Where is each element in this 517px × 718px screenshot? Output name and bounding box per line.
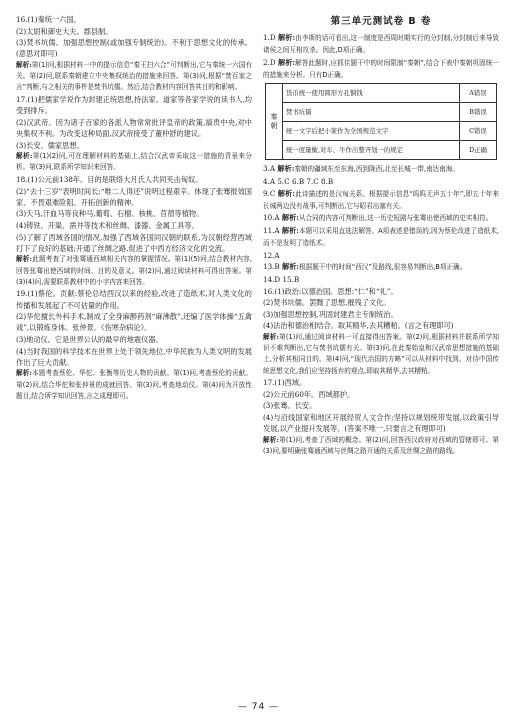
explanation-text: 从合同的内容可判断出,这一历史短剧与张骞出使西域的史实相符。 bbox=[298, 214, 493, 223]
left-item: (3)焚书坑儒。加强思想控制(或加强专制统治)。不利于思想文化的传承。(意思对即可) bbox=[16, 38, 252, 59]
right-rest-answers bbox=[263, 163, 499, 457]
section-title: 第三单元测试卷 B 卷 bbox=[330, 16, 432, 27]
explanation-text: 由李斯的话可看出,这一制度是西周时期实行的分封制,分封制后来导致诸侯之间互相攻杀。因此,D项正确。 bbox=[263, 34, 499, 55]
table-row bbox=[266, 103, 497, 122]
right-rest-item bbox=[263, 163, 499, 175]
left-item: (2)汉武帝。因为诸子百家的各派人物常常批评皇帝的政策,搞贵中央,对中央集权不利。为改变这种局面,汉武帝接受了董仲舒的建议。 bbox=[16, 117, 252, 138]
explanation-text: 第(1)问,考查了西域的概念。第(2)问,回答西汉政府对西域的管辖即可。第(3)问,要明确张骞通西域与丝绸之路开通的关系及丝绸之路的路线。 bbox=[263, 435, 499, 455]
right-rest-item bbox=[263, 435, 499, 457]
answer-key: 13.B bbox=[263, 262, 282, 272]
right-rest-item: 16.(1)政治:以德治国。思想:“仁”和“礼”。 bbox=[263, 286, 398, 296]
left-column bbox=[16, 14, 252, 402]
right-rest-item: (3)张骞。长安。 bbox=[263, 401, 317, 411]
left-item bbox=[16, 60, 252, 94]
right-column bbox=[263, 14, 499, 458]
left-item: (3)长安。儒家思想。 bbox=[16, 140, 84, 150]
explanation-label: 解析: bbox=[16, 255, 32, 264]
right-rest-item: (2)公元前60年。西域都护。 bbox=[263, 389, 355, 399]
explanation-text: 秦朝的疆域东至东海,西到陇西,北至长城一带,南达南海。 bbox=[294, 165, 459, 174]
right-rest-item bbox=[263, 188, 499, 212]
table-cell-result: D正确 bbox=[460, 141, 497, 160]
side-char: 朝 bbox=[270, 121, 278, 130]
answer-key: 3.A bbox=[263, 164, 278, 174]
left-item bbox=[16, 254, 252, 288]
left-item: 19.(1)蔡伦。贡献:蔡伦总结西汉以来的经验,改进了造纸术,对人类文化的传播和发展起了不可估量的作用。 bbox=[16, 289, 252, 310]
side-char: 秦 bbox=[270, 112, 278, 121]
explanation-label: 解析: bbox=[281, 225, 299, 235]
left-item: (3)地动仪。它是世界公认的最早的地震仪器。 bbox=[16, 334, 163, 344]
right-rest-item bbox=[263, 332, 499, 377]
explanation-label: 解析: bbox=[277, 58, 296, 67]
left-item: (3)天马,汗血马等良种马,葡萄、石榴、核桃、苜蓿等植物。 bbox=[16, 209, 204, 219]
left-item: (4)当时我国的科学技术在世界上处于领先地位,中华民族为人类文明的发展作出了巨大贡献。 bbox=[16, 346, 252, 367]
right-top-item bbox=[263, 57, 499, 81]
right-rest-item bbox=[263, 261, 499, 273]
right-rest-item: 17.(1)西域。 bbox=[263, 378, 307, 388]
explanation-text: 本题考查蔡伦、华佗、张衡等历史人物的贡献。第(1)问,考查蔡伦的贡献。第(2)问,结合华佗和张仲景的成就回答。第(3)问,考查地动仪。第(4)问为开放性题目,结合所学知识回答,言之成理即可。 bbox=[16, 369, 253, 400]
table-cell-result: A错误 bbox=[460, 84, 497, 103]
answer-key: 11.A bbox=[263, 225, 282, 235]
table-side-label bbox=[266, 84, 283, 160]
explanation-text: 本题可以采用直选法解答。A项表述是错误的,因为蔡伦改进了造纸术,而不是发明了造纸术。 bbox=[263, 226, 500, 248]
explanation-text: 第(1)(2)问,可在理解材料的基础上,结合汉武帝采取这一措施的背景来分析。第(3)问,联系所学知识来回答。 bbox=[16, 152, 252, 172]
right-top-answers bbox=[263, 32, 499, 81]
right-rest-item bbox=[263, 212, 499, 224]
table-cell-content: 统一度量衡,对车、牛作出整齐划一的规定 bbox=[283, 141, 460, 160]
table-cell-content: 货币统一使用圆形方孔铜钱 bbox=[283, 84, 460, 103]
right-rest-item: (4)法治和德治相结合。取其精华,去其糟粕。(言之有理即可) bbox=[263, 321, 454, 331]
right-top-item bbox=[263, 32, 499, 56]
explanation-label: 解析: bbox=[16, 60, 32, 69]
answer-key: 9.C bbox=[263, 188, 278, 198]
explanation-label: 解析: bbox=[263, 332, 279, 341]
right-rest-item: (3)加强思想控制,巩固封建君主专制统治。 bbox=[263, 309, 398, 319]
table-row bbox=[266, 84, 497, 103]
left-item bbox=[16, 151, 252, 173]
left-item: 16.(1)秦统一六国。 bbox=[16, 15, 81, 24]
left-item bbox=[16, 368, 252, 402]
explanation-label: 解析: bbox=[281, 213, 299, 223]
right-rest-item: 4.A 5.C 6.B 7.C 8.B bbox=[263, 177, 334, 186]
explanation-text: 解答此题时,应抓住题干中的时间限制“秦朝”,结合下表中秦朝巩固统一的措施来分析。只有D正确。 bbox=[263, 59, 500, 80]
table-cell-content: 统一文字后把小篆作为全国规范文字 bbox=[283, 122, 460, 141]
table-row bbox=[266, 141, 497, 160]
left-item: (2)“去十三岁”表明时间长;“唯二人得还”说明过程艰辛。体现了张骞报效国家、不畏艰难险阻、开拓创新的精神。 bbox=[16, 186, 252, 207]
explanation-label: 解析: bbox=[16, 152, 33, 161]
left-item: 18.(1)公元前138年。目的是联络大月氏人共同夹击匈奴。 bbox=[16, 174, 203, 184]
right-rest-item bbox=[263, 225, 499, 249]
right-rest-item: (2)焚书坑儒。罢黜了思想,摧残了文化。 bbox=[263, 298, 391, 308]
left-item: 17.(1)把儒家学说作为封建正统思想,持法家、道家等各家学说的读书人,均受到排斥。 bbox=[16, 94, 252, 116]
explanation-label: 解析: bbox=[277, 33, 296, 43]
right-rest-item: 12.A bbox=[263, 250, 280, 260]
explanation-label: 解析: bbox=[277, 188, 296, 198]
page-number: — 74 — bbox=[237, 702, 280, 712]
answer-key: 2.D bbox=[263, 58, 278, 67]
comparison-table bbox=[265, 83, 497, 160]
explanation-text: 此题考查了对张骞通西域相关内容的掌握情况。第(1)(5)问,结合教材内容,回答张骞出使西域的时间、目的及意义。第(2)问,通过阅读材料可得出答案。第(3)(4)问,需要联系教材中的小字内容来回答。 bbox=[16, 255, 253, 286]
table-row bbox=[266, 122, 497, 141]
left-item: (5)了解了西域各国的情况,加强了西域各国同汉朝的联系,为汉朝经营西域打下了良好的基础;开通了丝绸之路,促进了中西方经济文化的交流。 bbox=[16, 232, 252, 253]
explanation-label: 解析: bbox=[282, 262, 300, 272]
right-rest-item: (4)与沿线国家和地区开展经贸人文合作;坚持以规划统带发展,以政策引导发展,以产业提升发展等。(答案不唯一,只要言之有理即可) bbox=[263, 412, 499, 434]
explanation-text: 此诗描述的是汉匈关系。根据提示信息“呜呜无声五十年”,即五十年来长城两边没有战事,可判断出,它与昭君出塞有关。 bbox=[263, 189, 499, 210]
table-cell-content: 焚书坑儒 bbox=[283, 103, 460, 122]
explanation-label: 解析: bbox=[263, 435, 279, 444]
answer-key: 1.D bbox=[263, 33, 278, 43]
explanation-text: 第(1)问,通过阅读材料一可直接得出答案。第(2)问,根据材料并联系所学知识不难判断出,它与焚书坑儒有关。第(3)问,在此秦始皇和汉武帝思想措施的基础上,分析其相同目的。第(4)问,“现代治国的方略”可以从材料中找到。对待中国传统思想文化,我们应坚持扬弃的观点,即取其精华,去其糟粕。 bbox=[263, 332, 499, 375]
explanation-label: 解析: bbox=[277, 164, 295, 174]
explanation-label: 解析: bbox=[16, 369, 32, 378]
left-item: (2)太尉和御史大夫。郡县制。 bbox=[16, 26, 113, 36]
explanation-text: 第(1)问,根据材料一中的提示信息“秦王扫六合”可判断出,它与秦统一六国有关。第(2)问,联系秦朝建立中央集权统治的措施来回答。第(3)问,根据“焚百家之言”判断,与之相关的事件是焚书坑儒。然后,结合教材内容回答其目的和影响。 bbox=[16, 60, 252, 92]
table-cell-result: C错误 bbox=[460, 122, 497, 141]
right-rest-item: 14.D 15.B bbox=[263, 274, 300, 284]
table-cell-result: B错误 bbox=[460, 103, 497, 122]
explanation-text: 根据题干中的时间“西汉”及路线,很容易判断出,B项正确。 bbox=[299, 263, 467, 272]
left-item: (4)铸铁、开渠、凿井等技术和丝绸、漆器、金属工具等。 bbox=[16, 220, 199, 230]
answer-key: 10.A bbox=[263, 213, 282, 223]
left-item: (2)华佗擅长外科手术,制成了全身麻醉药剂“麻沸散”,还编了医学体操“五禽戏”,以锻炼身体。张仲景。《伤寒杂病论》。 bbox=[16, 312, 252, 333]
